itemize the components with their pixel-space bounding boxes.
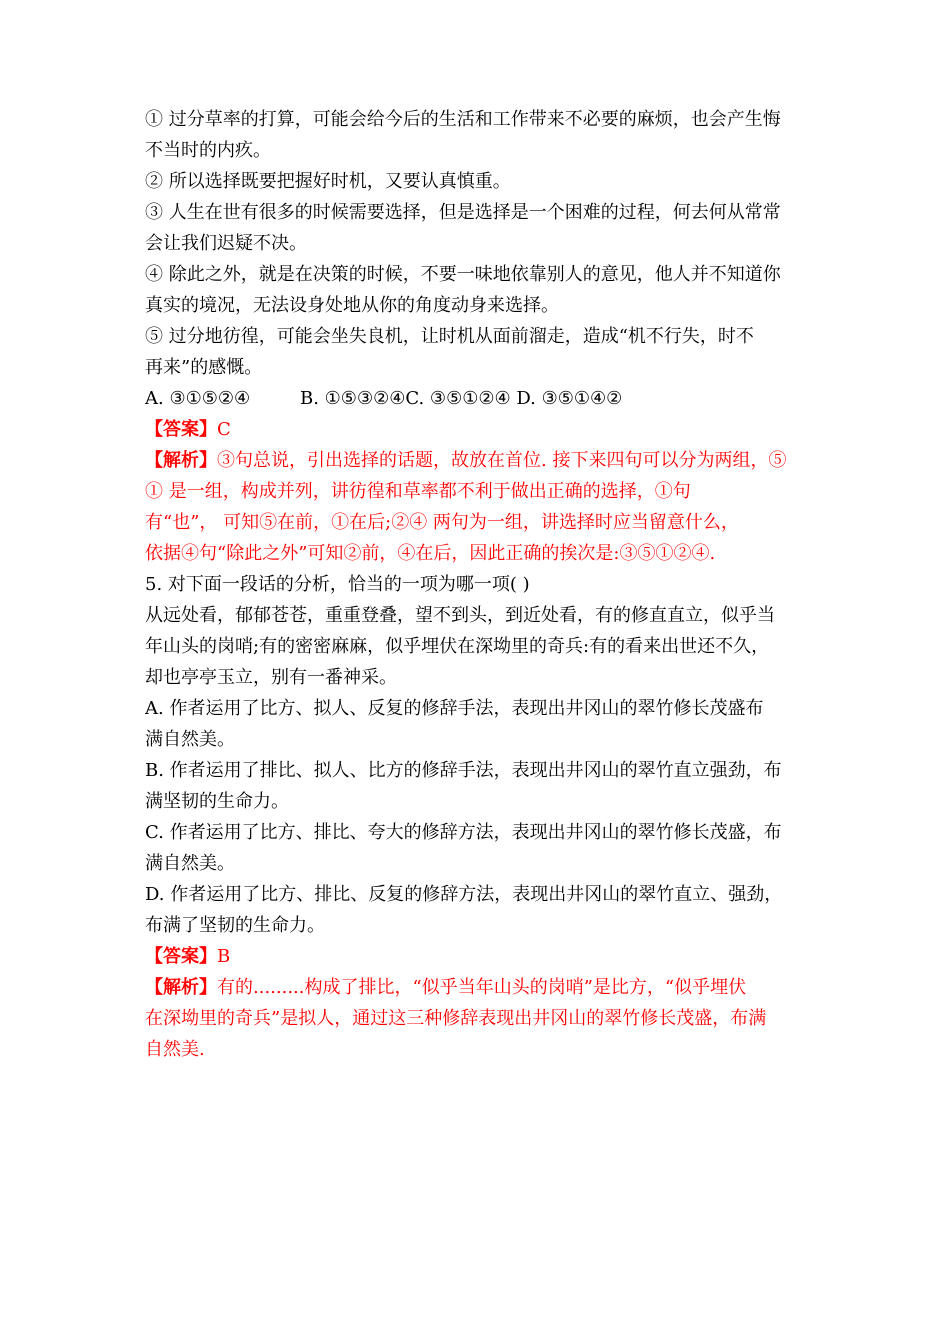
q4-analysis-line: ① 是一组，构成并列，讲彷徨和草率都不利于做出正确的选择，①句: [145, 481, 691, 502]
q5-passage-line: 年山头的岗哨;有的密密麻麻，似乎埋伏在深坳里的奇兵:有的看来出世还不久，: [145, 636, 770, 657]
q5-analysis-line: [145, 972, 815, 1003]
q5-question: 5. 对下面一段话的分析，恰当的一项为哪一项( ): [145, 574, 530, 595]
q4-item-line: 真实的境况，无法设身处地从你的角度动身来选择。: [145, 295, 559, 316]
answer-tag: 【答案】: [145, 419, 217, 440]
q5-option-line: 满自然美。: [145, 853, 235, 874]
q4-item-line: ⑤ 过分地彷徨，可能会坐失良机，让时机从面前溜走，造成“机不行失，时不: [145, 326, 754, 347]
answer-value: B: [217, 946, 231, 967]
q4-item-line: ③ 人生在世有很多的时候需要选择，但是选择是一个困难的过程，何去何从常常: [145, 202, 781, 223]
q4-item-line: 会让我们迟疑不决。: [145, 233, 307, 254]
q4-item-line: ② 所以选择既要把握好时机，又要认真慎重。: [145, 171, 511, 192]
q5-option-line: B. 作者运用了排比、拟人、比方的修辞手法，表现出井冈山的翠竹直立强劲，布: [145, 760, 782, 781]
q5-analysis-line: 自然美.: [145, 1039, 205, 1060]
q4-analysis-line: [145, 445, 815, 476]
q5-passage-line: 却也亭亭玉立，别有一番神采。: [145, 667, 397, 688]
q4-answer: [145, 414, 815, 445]
q5-option-line: A. 作者运用了比方、拟人、反复的修辞手法，表现出井冈山的翠竹修长茂盛布: [145, 698, 764, 719]
q4-item-line: 再来”的感慨。: [145, 357, 263, 378]
q4-option-bcd: B. ①⑤③②④C. ③⑤①②④ D. ③⑤①④②: [300, 388, 623, 409]
analysis-text: ③句总说，引出选择的话题，故放在首位. 接下来四句可以分为两组，⑤: [217, 450, 787, 471]
q4-analysis-line: 有“也”， 可知⑤在前，①在后;②④ 两句为一组，讲选择时应当留意什么，: [145, 512, 739, 533]
q5-answer: [145, 941, 815, 972]
q4-item-line: ④ 除此之外，就是在决策的时候，不要一味地依靠别人的意见，他人并不知道你: [145, 264, 781, 285]
q5-option-line: C. 作者运用了比方、排比、夸大的修辞方法，表现出井冈山的翠竹修长茂盛，布: [145, 822, 782, 843]
analysis-tag: 【解析】: [145, 977, 217, 998]
analysis-text: 有的.........构成了排比，“似乎当年山头的岗哨”是比方，“似乎埋伏: [217, 977, 747, 998]
q5-option-line: 布满了坚韧的生命力。: [145, 915, 325, 936]
answer-tag: 【答案】: [145, 946, 217, 967]
q4-analysis-line: 依据④句“除此之外”可知②前，④在后，因此正确的挨次是:③⑤①②④.: [145, 543, 716, 564]
q5-analysis-line: 在深坳里的奇兵”是拟人，通过这三种修辞表现出井冈山的翠竹修长茂盛，布满: [145, 1008, 767, 1029]
document-page: [145, 104, 815, 1065]
answer-value: C: [217, 419, 231, 440]
q4-item-line: ① 过分草率的打算，可能会给今后的生活和工作带来不必要的麻烦，也会产生悔: [145, 109, 781, 130]
q4-options: [145, 383, 815, 414]
q5-passage-line: 从远处看，郁郁苍苍，重重登叠，望不到头，到近处看，有的修直直立，似乎当: [145, 605, 775, 626]
q4-option-a: A. ③①⑤②④: [145, 388, 251, 409]
analysis-tag: 【解析】: [145, 450, 217, 471]
q5-option-line: D. 作者运用了比方、排比、反复的修辞方法，表现出井冈山的翠竹直立、强劲，: [145, 884, 783, 905]
q4-item-line: 不当时的内疚。: [145, 140, 271, 161]
q5-option-line: 满自然美。: [145, 729, 235, 750]
q5-option-line: 满坚韧的生命力。: [145, 791, 289, 812]
